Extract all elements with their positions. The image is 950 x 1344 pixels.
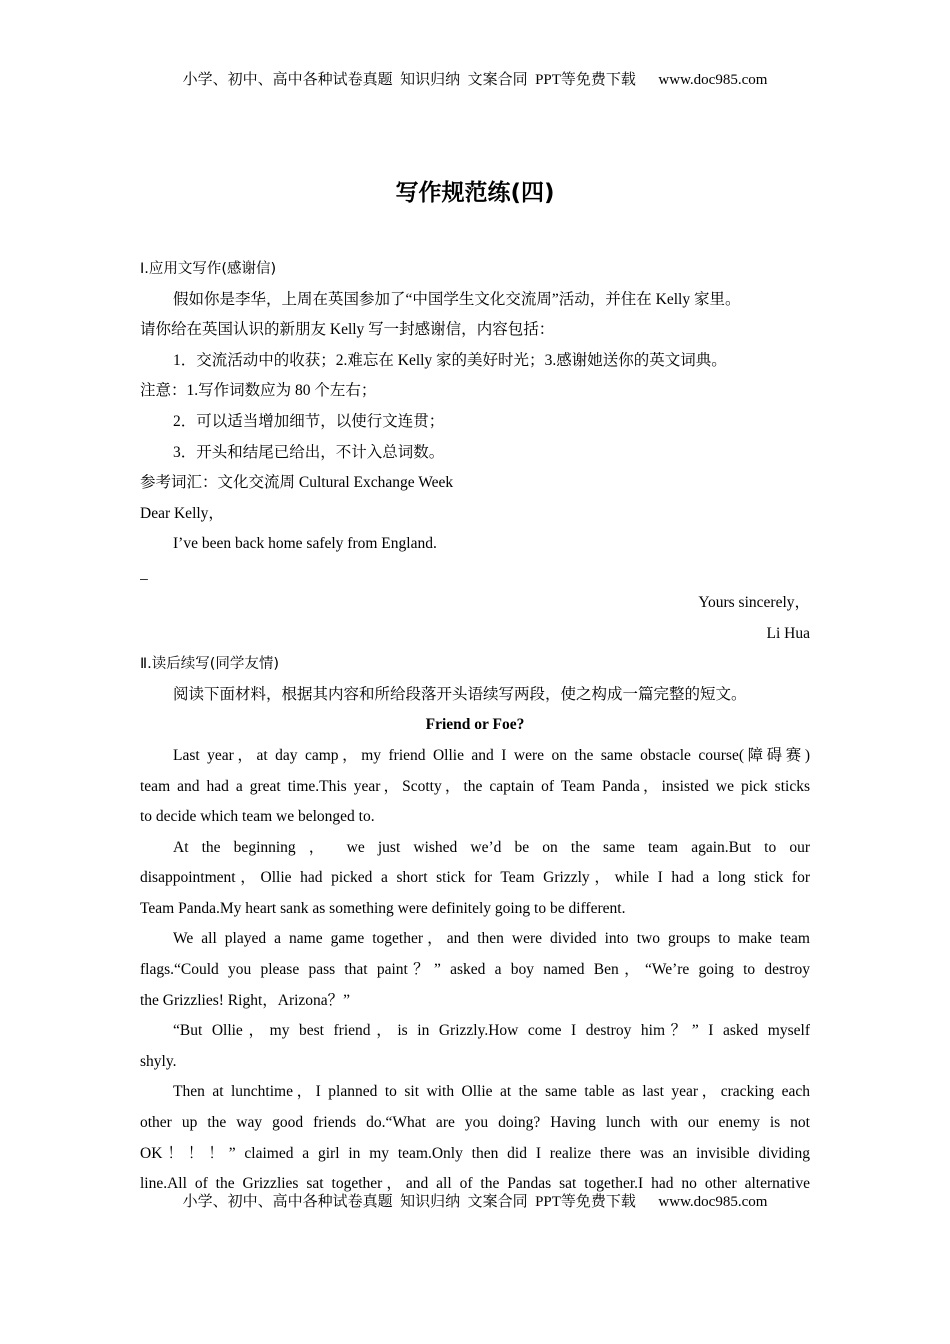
section-2-heading: Ⅱ.读后续写(同学友情): [140, 656, 280, 673]
task-text: 请你给在英国认识的新朋友 Kelly 写一封感谢信，内容包括：: [140, 321, 555, 339]
story-line: “But Ollie，my best friend，is in Grizzly.How come I destroy him？” I asked myself: [173, 1022, 810, 1040]
story-line: line.All of the Grizzlies sat together，and all of the Pandas sat together.I had no other alternative: [140, 1175, 810, 1193]
task-note: 注意：1.写作词数应为 80 个左右；: [140, 382, 377, 400]
task-text: 1．交流活动中的收获；2.难忘在 Kelly 家的美好时光；3.感谢她送你的英文词典。: [173, 351, 727, 369]
letter-signature: Li Hua: [766, 624, 810, 642]
story-line: other up the way good friends do.“What are you doing? Having lunch with our enemy is not: [140, 1114, 810, 1132]
section-2-instruction: 阅读下面材料，根据其内容和所给段落开头语续写两段，使之构成一篇完整的短文。: [173, 685, 747, 703]
task-text: 假如你是李华，上周在英国参加了“中国学生文化交流周”活动，并住在 Kelly 家里。: [173, 290, 741, 308]
task-note: 3．开头和结尾已给出，不计入总词数。: [173, 443, 445, 461]
writing-blank: _: [140, 564, 148, 582]
letter-salutation: Dear Kelly，: [140, 504, 224, 522]
story-line: disappointment，Ollie had picked a short stick for Team Grizzly，while I had a long stick for: [140, 869, 810, 887]
story-line: team and had a great time.This year，Scotty，the captain of Team Panda，insisted we pick sticks: [140, 777, 810, 795]
story-line: OK！！！” claimed a girl in my team.Only then did I realize there was an invisible dividing: [140, 1144, 810, 1162]
section-1-heading: Ⅰ.应用文写作(感谢信): [140, 261, 277, 277]
letter-closing: Yours sincerely，: [698, 593, 810, 611]
letter-opening: I’ve been back home safely from England.: [173, 535, 437, 553]
page-title: 写作规范练(四): [395, 180, 555, 206]
story-line: shyly.: [140, 1052, 177, 1070]
story-line: to decide which team we belonged to.: [140, 808, 375, 826]
page-header: 小学、初中、高中各种试卷真题 知识归纳 文案合同 PPT等免费下载 www.doc985.com: [182, 72, 768, 88]
story-line: flags.“Could you please pass that paint？” asked a boy named Ben，“We’re going to destroy: [140, 961, 810, 979]
document-body: [140, 254, 810, 1200]
task-note: 2．可以适当增加细节，以使行文连贯；: [173, 412, 445, 430]
story-line: Team Panda.My heart sank as something were definitely going to be different.: [140, 899, 626, 917]
story-title: Friend or Foe?: [425, 716, 525, 734]
story-line: We all played a name game together，and then were divided into two groups to make team: [173, 930, 810, 948]
page-footer: 小学、初中、高中各种试卷真题 知识归纳 文案合同 PPT等免费下载 www.doc985.com: [182, 1194, 768, 1210]
story-line: Last year，at day camp，my friend Ollie and I were on the same obstacle course(障碍赛): [173, 746, 810, 764]
story-line: the Grizzlies! Right，Arizona？”: [140, 991, 351, 1009]
story-line: Then at lunchtime，I planned to sit with Ollie at the same table as last year，cracking each: [173, 1083, 810, 1101]
reference-vocabulary: 参考词汇：文化交流周 Cultural Exchange Week: [140, 474, 454, 492]
story-line: At the beginning ， we just wished we’d be on the same team again.But to our: [173, 838, 810, 856]
